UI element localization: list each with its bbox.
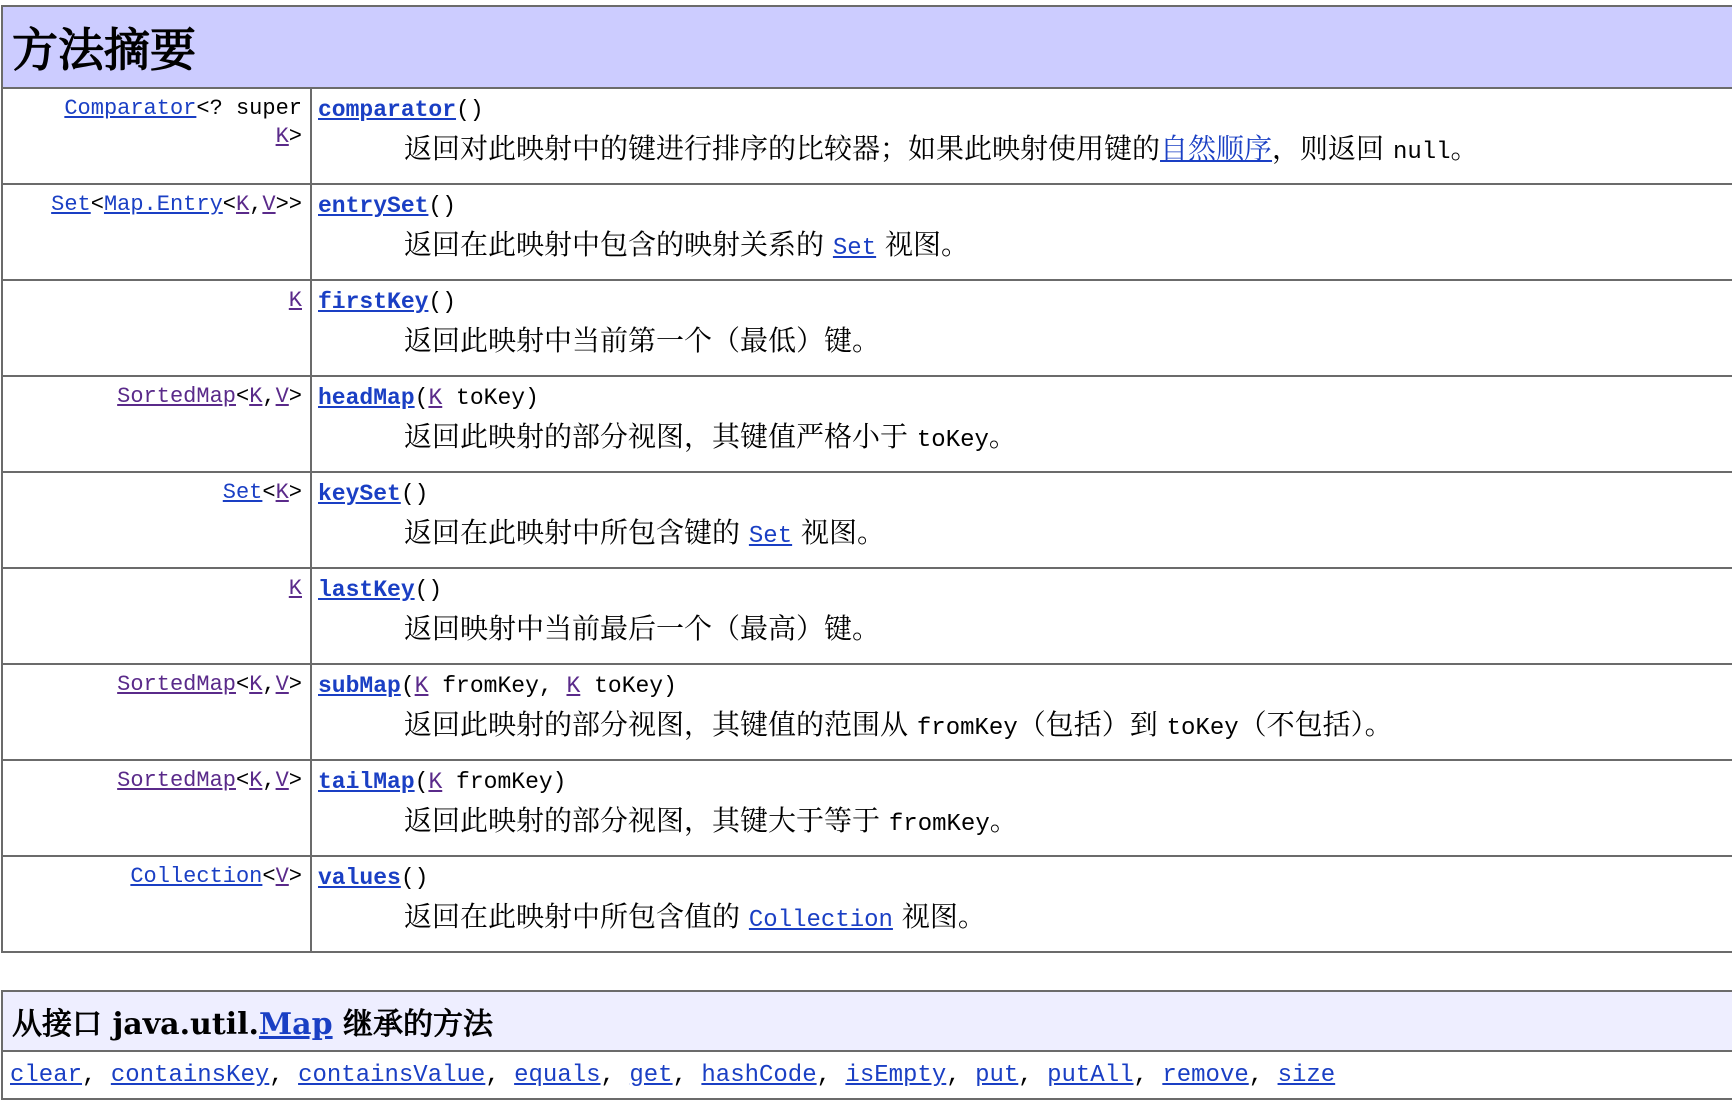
generic-text: <? super bbox=[196, 96, 302, 121]
param-name: toKey bbox=[442, 385, 526, 411]
method-description: 返回映射中当前最后一个（最高）键。 bbox=[404, 612, 881, 645]
desc-text: 返回在此映射中包含的映射关系的 bbox=[404, 228, 833, 261]
method-cell bbox=[311, 88, 1732, 184]
inherited-method-link-equals[interactable]: equals bbox=[514, 1061, 601, 1089]
type-v-link[interactable]: V bbox=[275, 384, 289, 409]
set-type-link[interactable]: Set bbox=[222, 480, 263, 505]
return-type-cell bbox=[2, 664, 311, 760]
inherited-method-link-put[interactable]: put bbox=[975, 1061, 1019, 1089]
natural-order-link[interactable]: 自然顺序 bbox=[1160, 132, 1273, 165]
desc-text: 返回此映射的部分视图，其键值的范围从 bbox=[404, 708, 917, 741]
method-signature bbox=[318, 287, 1732, 317]
generic-text: > bbox=[288, 672, 302, 697]
list-separator: , bbox=[485, 1061, 515, 1089]
method-summary-table bbox=[1, 5, 1732, 953]
list-separator: , bbox=[946, 1061, 976, 1089]
generic-text: > bbox=[288, 384, 302, 409]
type-k-link[interactable]: K bbox=[249, 768, 263, 793]
list-separator: , bbox=[1133, 1061, 1163, 1089]
params: ) bbox=[525, 385, 539, 411]
method-row-entryset bbox=[2, 184, 1732, 280]
method-link-submap[interactable]: subMap bbox=[318, 673, 401, 699]
desc-text: 视图。 bbox=[792, 516, 886, 549]
generic-text: < bbox=[222, 192, 236, 217]
list-separator: , bbox=[269, 1061, 299, 1089]
generic-text: > bbox=[288, 768, 302, 793]
method-signature bbox=[318, 191, 1732, 221]
params: ) bbox=[663, 673, 677, 699]
method-description bbox=[318, 225, 1732, 269]
return-type-cell bbox=[2, 88, 311, 184]
method-cell bbox=[311, 280, 1732, 376]
param-name: fromKey bbox=[442, 769, 553, 795]
params: ) bbox=[552, 769, 567, 795]
return-type-cell bbox=[2, 568, 311, 664]
method-signature bbox=[318, 95, 1732, 125]
set-link[interactable]: Set bbox=[748, 523, 793, 550]
return-type-cell bbox=[2, 280, 311, 376]
generic-text: < bbox=[262, 480, 276, 505]
generic-text: , bbox=[262, 672, 276, 697]
inherited-methods-header bbox=[2, 991, 1732, 1051]
method-cell bbox=[311, 664, 1732, 760]
method-summary-title: 方法摘要 bbox=[12, 23, 196, 77]
method-link-tailmap[interactable]: tailMap bbox=[318, 769, 415, 795]
generic-text: < bbox=[235, 384, 250, 409]
method-cell bbox=[311, 856, 1732, 952]
inherited-methods-list bbox=[2, 1051, 1732, 1099]
generic-text: , bbox=[249, 192, 263, 217]
method-link-keyset[interactable]: keySet bbox=[318, 481, 401, 507]
desc-text: 返回此映射的部分视图，其键大于等于 bbox=[404, 804, 889, 837]
method-signature bbox=[318, 575, 1732, 605]
method-row-submap bbox=[2, 664, 1732, 760]
desc-text: 。 bbox=[1450, 132, 1479, 165]
type-v-link[interactable]: V bbox=[262, 192, 276, 217]
method-cell bbox=[311, 760, 1732, 856]
generic-text: > bbox=[288, 864, 302, 889]
desc-text: 视图。 bbox=[876, 228, 970, 261]
method-description bbox=[318, 801, 1732, 845]
method-signature bbox=[318, 767, 1732, 797]
params: ( bbox=[400, 673, 415, 699]
generic-text: , bbox=[262, 768, 276, 793]
map-entry-type-link[interactable]: Map.Entry bbox=[103, 192, 223, 217]
return-type-cell bbox=[2, 472, 311, 568]
method-link-lastkey[interactable]: lastKey bbox=[318, 577, 415, 603]
generic-text: < bbox=[90, 192, 104, 217]
type-v-link[interactable]: V bbox=[275, 768, 289, 793]
sortedmap-type-link[interactable]: SortedMap bbox=[117, 672, 236, 697]
return-type-cell bbox=[2, 376, 311, 472]
return-type-cell bbox=[2, 184, 311, 280]
method-cell bbox=[311, 184, 1732, 280]
param-type-k-link[interactable]: K bbox=[428, 769, 443, 795]
desc-text: 。 bbox=[989, 804, 1018, 837]
method-cell bbox=[311, 472, 1732, 568]
list-separator: , bbox=[1248, 1061, 1278, 1089]
method-link-values[interactable]: values bbox=[318, 865, 401, 891]
set-link[interactable]: Set bbox=[832, 235, 877, 262]
method-signature bbox=[318, 479, 1732, 509]
list-separator: , bbox=[1018, 1061, 1048, 1089]
type-k-link[interactable]: K bbox=[235, 192, 250, 217]
list-separator: , bbox=[600, 1061, 630, 1089]
method-row-headmap bbox=[2, 376, 1732, 472]
method-link-comparator[interactable]: comparator bbox=[318, 97, 457, 123]
code-tokey: toKey bbox=[1166, 715, 1239, 742]
desc-text: 返回在此映射中所包含值的 bbox=[404, 900, 749, 933]
method-link-firstkey[interactable]: firstKey bbox=[318, 289, 429, 315]
type-k-link[interactable]: K bbox=[249, 672, 263, 697]
inherited-method-link-containskey[interactable]: containsKey bbox=[110, 1061, 270, 1089]
method-description bbox=[318, 129, 1732, 173]
type-k-link[interactable]: K bbox=[288, 288, 302, 313]
list-separator: , bbox=[672, 1061, 702, 1089]
method-description bbox=[318, 417, 1732, 461]
return-type-cell bbox=[2, 760, 311, 856]
inherited-methods-title bbox=[3, 1007, 493, 1042]
inherited-method-link-containsvalue[interactable]: containsValue bbox=[298, 1061, 486, 1089]
method-cell bbox=[311, 376, 1732, 472]
inherited-method-link-hashcode[interactable]: hashCode bbox=[701, 1061, 817, 1089]
params: () bbox=[400, 865, 429, 891]
generic-text: < bbox=[235, 768, 250, 793]
method-row-keyset bbox=[2, 472, 1732, 568]
params: ( bbox=[414, 769, 429, 795]
desc-text: ，则返回 bbox=[1272, 132, 1393, 165]
code-fromkey: fromKey bbox=[888, 811, 990, 838]
method-row-lastkey bbox=[2, 568, 1732, 664]
method-cell bbox=[311, 568, 1732, 664]
list-separator: , bbox=[816, 1061, 846, 1089]
sortedmap-type-link[interactable]: SortedMap bbox=[117, 384, 236, 409]
method-signature bbox=[318, 383, 1732, 413]
desc-text: 返回此映射的部分视图，其键值严格小于 bbox=[404, 420, 917, 453]
method-row-firstkey bbox=[2, 280, 1732, 376]
method-description: 返回此映射中当前第一个（最低）键。 bbox=[404, 324, 881, 357]
method-row-comparator bbox=[2, 88, 1732, 184]
set-type-link[interactable]: Set bbox=[51, 192, 91, 217]
type-k-link[interactable]: K bbox=[249, 384, 263, 409]
generic-text: >> bbox=[275, 192, 302, 217]
title-text: 从接口 java.util. bbox=[12, 1007, 259, 1042]
inherited-method-link-putall[interactable]: putAll bbox=[1047, 1061, 1134, 1089]
collection-type-link[interactable]: Collection bbox=[130, 864, 263, 889]
method-link-entryset[interactable]: entrySet bbox=[318, 193, 429, 219]
method-description bbox=[318, 897, 1732, 941]
desc-text: 返回对此映射中的键进行排序的比较器；如果此映射使用键的 bbox=[404, 132, 1161, 165]
desc-text: （包括）到 bbox=[1017, 708, 1167, 741]
code-fromkey: fromKey bbox=[916, 715, 1018, 742]
param-type-k-link[interactable]: K bbox=[428, 385, 443, 411]
inherited-method-link-get[interactable]: get bbox=[629, 1061, 673, 1089]
comparator-type-link[interactable]: Comparator bbox=[64, 96, 197, 121]
generic-text: < bbox=[235, 672, 250, 697]
map-interface-link[interactable]: Map bbox=[258, 1007, 333, 1042]
generic-text: > bbox=[288, 480, 302, 505]
sortedmap-type-link[interactable]: SortedMap bbox=[117, 768, 236, 793]
generic-text: , bbox=[262, 384, 276, 409]
method-row-tailmap bbox=[2, 760, 1732, 856]
method-link-headmap[interactable]: headMap bbox=[318, 385, 415, 411]
type-v-link[interactable]: V bbox=[275, 672, 289, 697]
method-summary-header bbox=[2, 6, 1732, 88]
list-separator: , bbox=[82, 1061, 111, 1089]
params: () bbox=[400, 481, 429, 507]
return-type-cell bbox=[2, 856, 311, 952]
type-k-link[interactable]: K bbox=[288, 576, 302, 601]
method-description bbox=[318, 705, 1732, 749]
inherited-method-link-clear[interactable]: clear bbox=[10, 1061, 83, 1089]
type-k-link[interactable]: K bbox=[275, 124, 289, 149]
param-type-k-link[interactable]: K bbox=[566, 673, 581, 699]
title-text: 继承的方法 bbox=[332, 1007, 494, 1042]
desc-text: 。 bbox=[988, 420, 1017, 453]
params: ( bbox=[414, 385, 429, 411]
inherited-methods-table bbox=[1, 990, 1732, 1100]
code-null: null bbox=[1392, 139, 1451, 166]
generic-text: < bbox=[262, 864, 276, 889]
collection-link[interactable]: Collection bbox=[748, 907, 893, 934]
code-tokey: toKey bbox=[916, 427, 989, 454]
type-k-link[interactable]: K bbox=[275, 480, 289, 505]
method-signature bbox=[318, 863, 1732, 893]
method-row-values bbox=[2, 856, 1732, 952]
param-name: fromKey, bbox=[428, 673, 567, 699]
inherited-method-link-remove[interactable]: remove bbox=[1162, 1061, 1249, 1089]
desc-text: 返回在此映射中所包含键的 bbox=[404, 516, 749, 549]
desc-text: 视图。 bbox=[892, 900, 986, 933]
param-name: toKey bbox=[580, 673, 664, 699]
param-type-k-link[interactable]: K bbox=[414, 673, 429, 699]
params: () bbox=[414, 577, 443, 603]
desc-text: （不包括）。 bbox=[1238, 708, 1393, 741]
params: () bbox=[428, 193, 457, 219]
inherited-method-link-isempty[interactable]: isEmpty bbox=[845, 1061, 947, 1089]
inherited-method-link-size[interactable]: size bbox=[1277, 1061, 1336, 1089]
method-signature bbox=[318, 671, 1732, 701]
generic-text: > bbox=[288, 124, 302, 149]
method-description bbox=[318, 513, 1732, 557]
type-v-link[interactable]: V bbox=[275, 864, 289, 889]
params: () bbox=[428, 289, 457, 315]
params: () bbox=[456, 97, 484, 123]
